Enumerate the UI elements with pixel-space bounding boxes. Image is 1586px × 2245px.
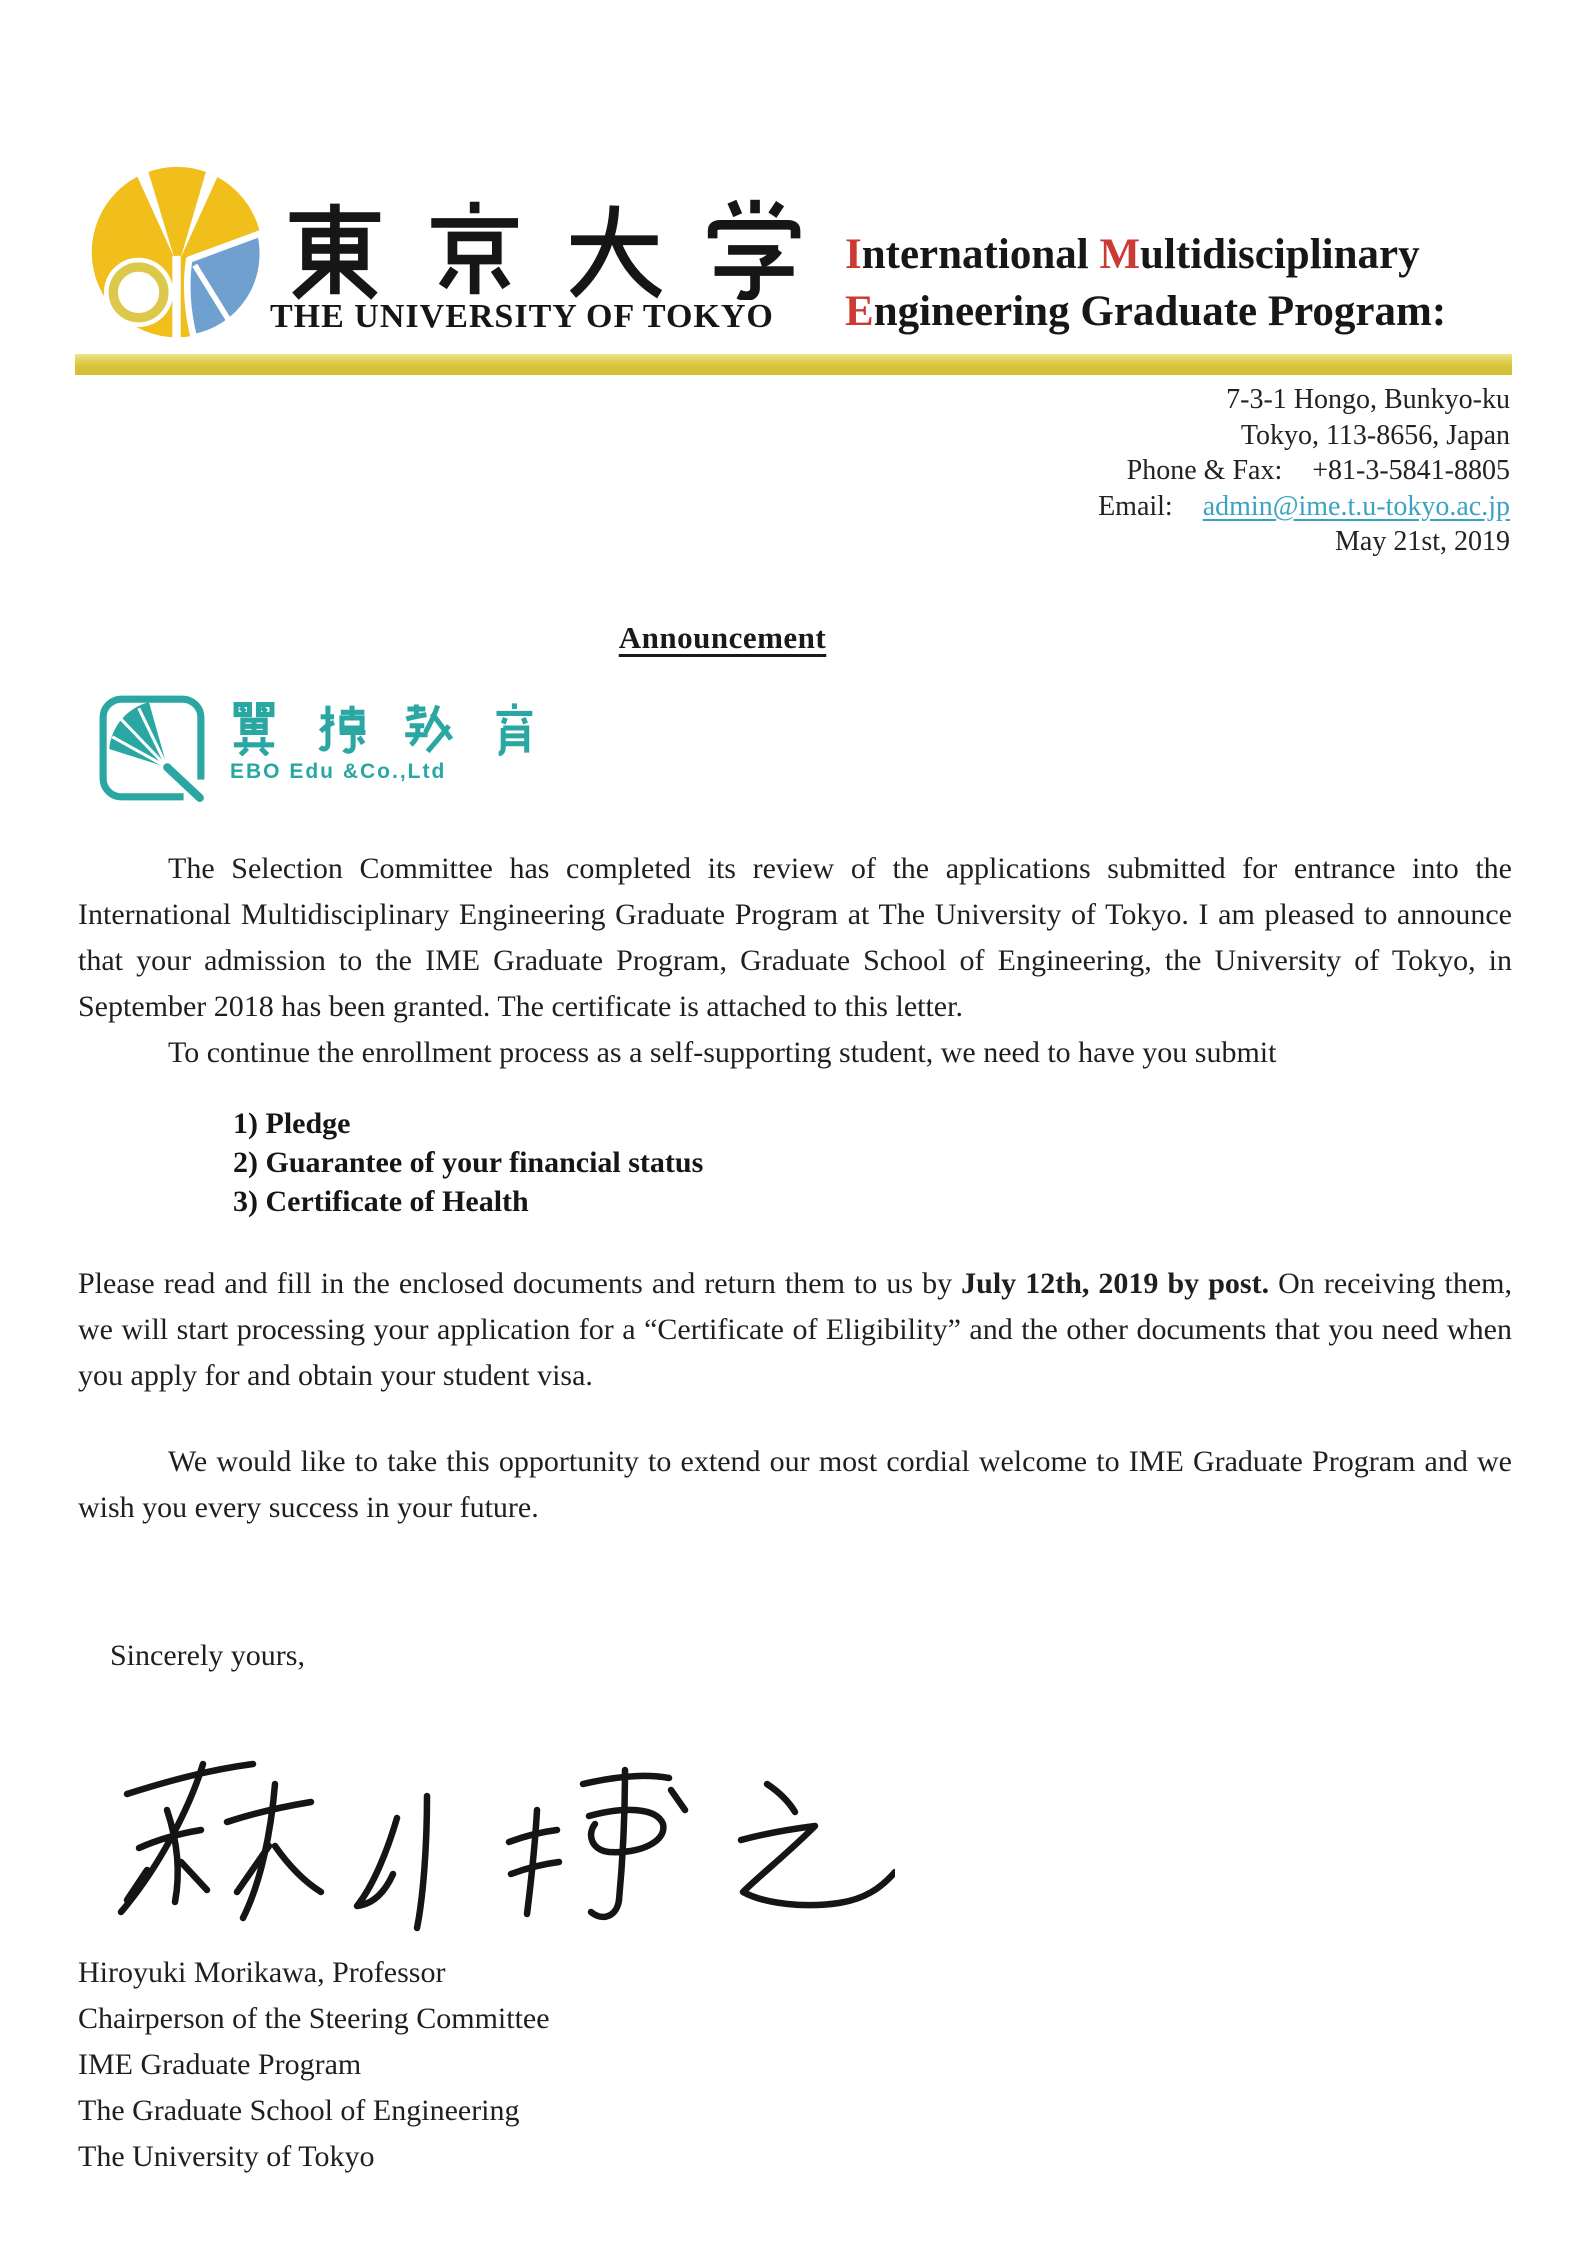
email-link[interactable]: admin@ime.t.u-tokyo.ac.jp xyxy=(1202,490,1510,522)
university-kanji-text xyxy=(0,0,1,1)
university-of-tokyo-logo xyxy=(88,158,266,350)
closing-line: Sincerely yours, xyxy=(110,1639,305,1672)
program-title-initial-i: I xyxy=(845,231,862,278)
address-line-1: 7-3-1 Hongo, Bunkyo-ku xyxy=(1226,384,1510,415)
signer-role: Chairperson of the Steering Committee xyxy=(78,2002,550,2035)
signature-kanji-text xyxy=(0,0,1,1)
contact-block xyxy=(1098,382,1510,560)
announcement-title: Announcement xyxy=(618,620,827,655)
email-label: Email: xyxy=(1098,490,1173,522)
university-name: THE UNIVERSITY OF TOKYO xyxy=(270,298,774,335)
program-title-initial-m: M xyxy=(1099,231,1141,278)
deadline-bold: July 12th, 2019 by post. xyxy=(961,1267,1270,1300)
paragraph-enrollment: To continue the enrollment process as a self-supporting student, we need to have you submit xyxy=(168,1036,1277,1069)
signature-handwriting xyxy=(105,1752,895,1934)
paragraph-welcome: We would like to take this opportunity to extend our most cordial welcome to IME Graduate Program and we wish you every success in your future. xyxy=(78,1445,1512,1524)
signer-name: Hiroyuki Morikawa, Professor xyxy=(78,1956,446,1989)
program-title-initial-e: E xyxy=(845,288,874,335)
ebo-company-name: EBO Edu &Co.,Ltd xyxy=(230,760,447,783)
paragraph-deadline: Please read and fill in the enclosed documents and return them to us by July 12th, 2019 by post. On receiving them, we will start processing your application for a “Certificate of Eligibility” and the other documents that you need when you apply for and obtain your student visa. xyxy=(78,1267,1512,1392)
list-item-health: 3) Certificate of Health xyxy=(233,1185,529,1218)
signer-school: The Graduate School of Engineering xyxy=(78,2094,520,2127)
letter-body xyxy=(78,846,1512,1679)
email-line xyxy=(1098,489,1510,525)
ebo-edu-logo xyxy=(96,692,562,804)
paragraph-admission: The Selection Committee has completed its review of the applications submitted for entrance into the International Multidisciplinary Engineering Graduate Program at The University of Tokyo. I am pleased to announce that your admission to the IME Graduate Program, Graduate School of Engineering, the University of Tokyo, in September 2018 has been granted. The certificate is attached to this letter. xyxy=(78,852,1512,1023)
signer-university: The University of Tokyo xyxy=(78,2140,375,2173)
list-item-pledge: 1) Pledge xyxy=(233,1107,351,1140)
signer-program: IME Graduate Program xyxy=(78,2048,362,2081)
letter-date: May 21st, 2019 xyxy=(1335,526,1510,557)
signature-block xyxy=(78,1950,550,2180)
address-line-2: Tokyo, 113-8656, Japan xyxy=(1240,419,1510,451)
phone-value: +81-3-5841-8805 xyxy=(1312,455,1510,486)
phone-line xyxy=(1098,453,1510,489)
program-title: International Multidisciplinary Engineering Graduate Program: xyxy=(845,231,1447,335)
list-item-guarantee: 2) Guarantee of your financial status xyxy=(233,1146,704,1179)
gold-divider-bar xyxy=(75,354,1512,375)
ebo-logo-mark xyxy=(96,692,208,804)
ebo-kanji-graphic xyxy=(226,700,562,756)
phone-label: Phone & Fax: xyxy=(1126,455,1283,486)
university-kanji-graphic xyxy=(272,194,817,300)
required-documents-list xyxy=(233,1104,1512,1221)
